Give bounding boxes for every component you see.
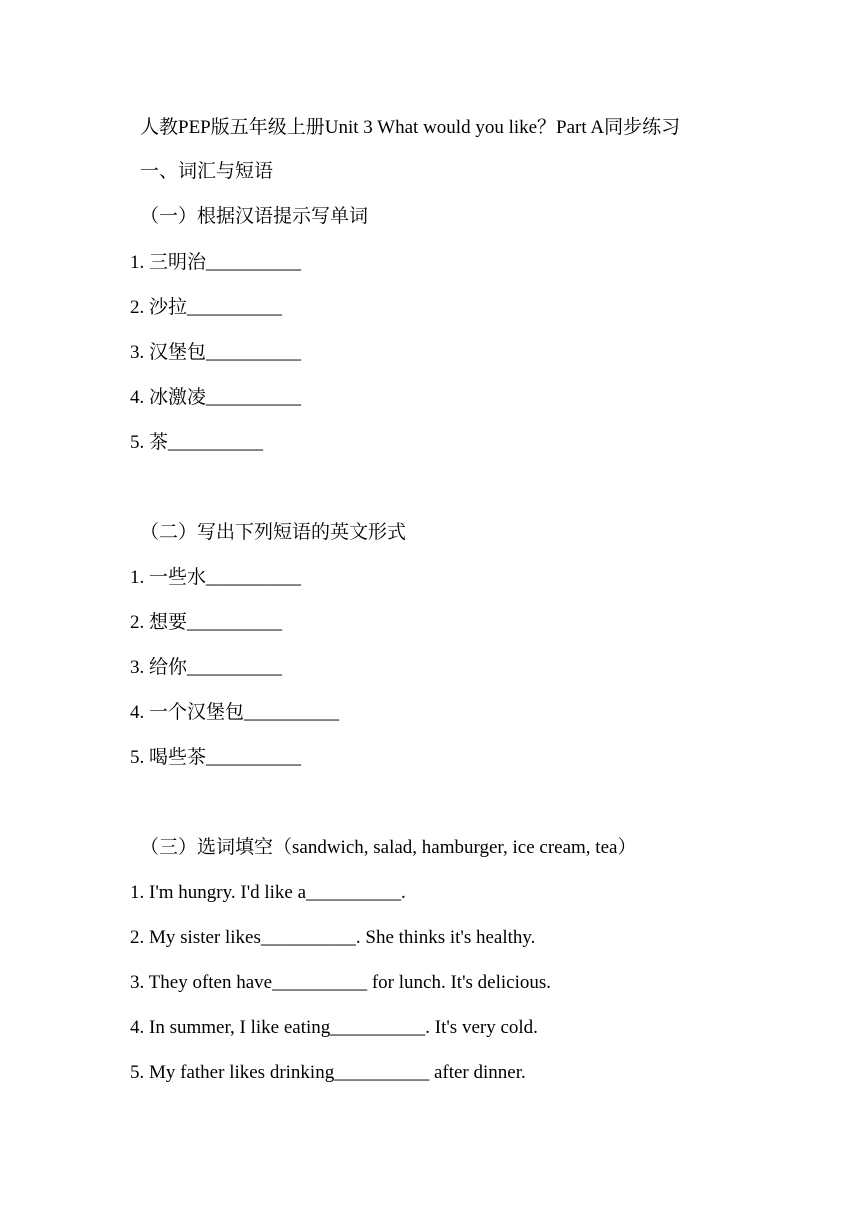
part1-item: 3. 汉堡包__________ [130, 342, 302, 363]
part3-item: 1. I'm hungry. I'd like a__________. [130, 882, 406, 903]
part2-item: 4. 一个汉堡包__________ [130, 702, 340, 723]
part3-item: 2. My sister likes__________. She thinks it's healthy. [130, 927, 536, 948]
part1-item: 5. 茶__________ [130, 432, 264, 453]
part2-item: 2. 想要__________ [130, 612, 283, 633]
document-title: 人教PEP版五年级上册Unit 3 What would you like？Part A同步练习 [140, 117, 681, 138]
part3-item: 3. They often have__________ for lunch. It's delicious. [130, 972, 551, 993]
part1-item: 4. 冰激凌__________ [130, 387, 302, 408]
part1-heading: （一）根据汉语提示写单词 [140, 206, 369, 227]
part2-item: 1. 一些水__________ [130, 567, 302, 588]
part2-heading: （二）写出下列短语的英文形式 [140, 522, 407, 543]
part3-heading: （三）选词填空（sandwich, salad, hamburger, ice cream, tea） [140, 837, 637, 858]
part3-item: 4. In summer, I like eating__________. It's very cold. [130, 1017, 538, 1038]
part3-item: 5. My father likes drinking__________ after dinner. [130, 1062, 526, 1083]
part2-item: 5. 喝些茶__________ [130, 747, 302, 768]
section-heading-vocabulary: 一、词汇与短语 [140, 161, 274, 182]
part1-item: 2. 沙拉__________ [130, 297, 283, 318]
part2-item: 3. 给你__________ [130, 657, 283, 678]
part1-item: 1. 三明治__________ [130, 252, 302, 273]
